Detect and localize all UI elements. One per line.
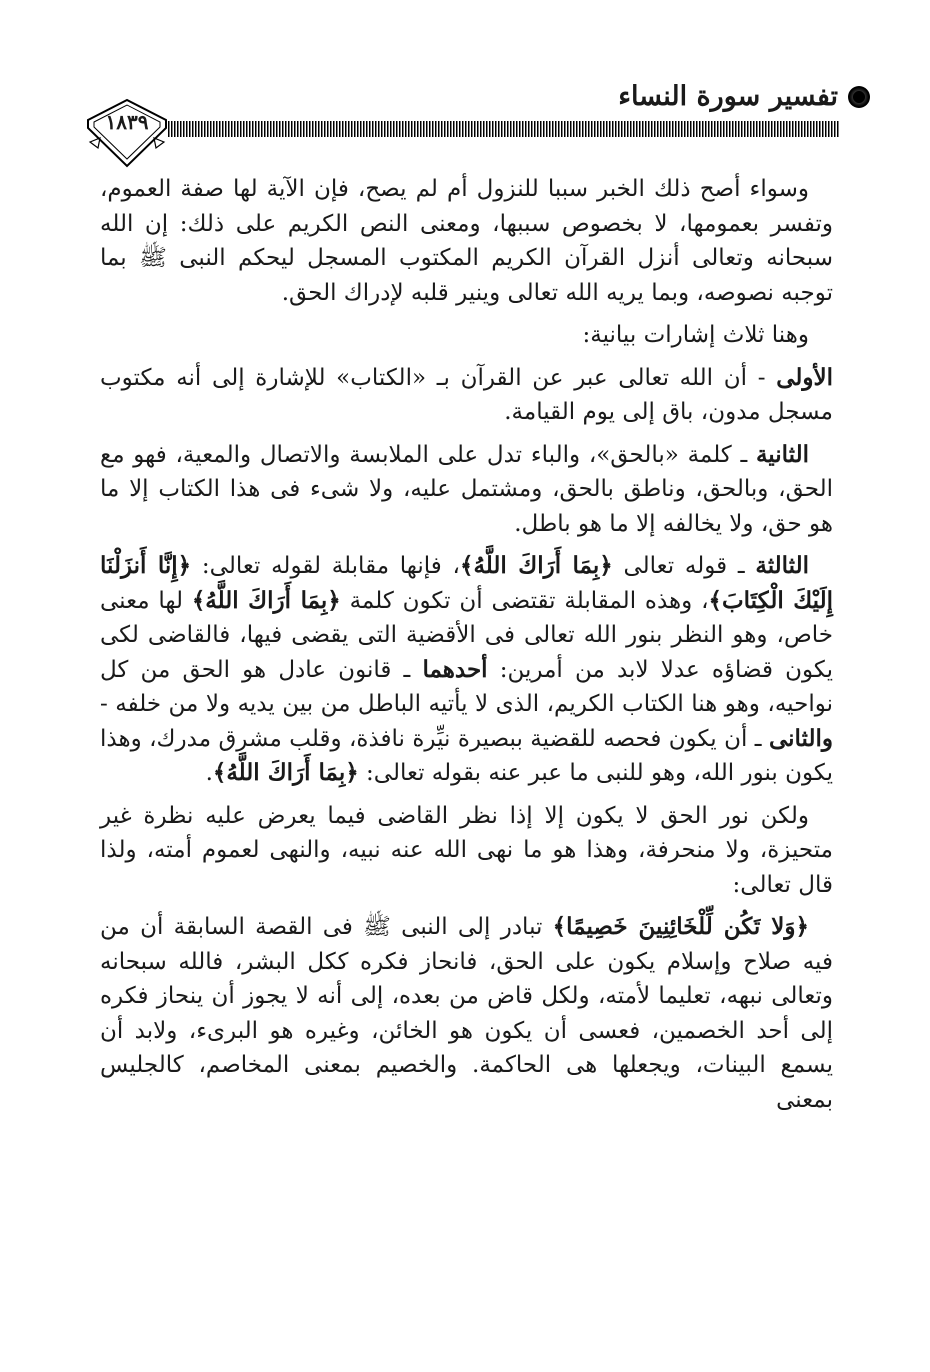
paragraph-text: ـ كلمة «بالحق»، والباء تدل على الملابسة والاتصال والمعية، فهو مع الحق، وبالحق، وناطق بالحق، ومشتمل عليه، ولا شىء فى هذا الكتاب إلا ما هو حق، ولا يخالفه إلا ما هو باطل. <box>100 441 833 537</box>
page-number: ١٨٣٩ <box>105 110 149 134</box>
point-heading: الثانية <box>755 440 809 468</box>
emphasis: والثانى <box>768 724 833 752</box>
paragraph-6 <box>100 799 833 903</box>
paragraph-second-point <box>100 438 833 542</box>
paragraph-text: ـ قوله تعالى <box>612 553 756 579</box>
header-rule <box>168 121 840 137</box>
paragraph-text: ـ قانون عادل هو الحق من كل نواحيه، وهو هنا الكتاب الكريم، الذى لا يأتيه الباطل من بين يديه ولا من خلفه - <box>100 656 833 717</box>
flower-ornament-icon <box>848 86 870 108</box>
paragraph-third-point <box>100 549 833 791</box>
quran-quote: ﴿بِمَا أَرَاكَ اللَّهُ﴾ <box>459 552 613 579</box>
paragraph-text: ولكن نور الحق لا يكون إلا إذا نظر القاضى فيما يعرض عليه نظرة غير متحيزة، ولا منحرفة، وهذا هو ما نهى الله عنه نبيه، والنهى لعموم أمته، ولذا قال تعالى: <box>100 802 833 898</box>
paragraph-text: لها معنى خاص، وهو النظر بنور الله تعالى فى الأقضية التى يقضى فيها، فالقاضى لكى يكون قضاؤه عدلا لابد من أمرين: <box>100 587 833 683</box>
paragraph-1 <box>100 172 833 310</box>
paragraph-text: - أن الله تعالى عبر عن القرآن بـ «الكتاب» للإشارة إلى أنه مكتوب مسجل مدون، باق إلى يوم القيامة. <box>100 364 833 425</box>
quran-quote: ﴿وَلا تَكُن لِّلْخَائِنِينَ خَصِيمًا﴾ <box>552 913 809 940</box>
quran-quote: ﴿بِمَا أَرَاكَ اللَّهُ﴾ <box>212 759 359 786</box>
running-title: تفسير سورة النساء <box>618 81 838 112</box>
paragraph-text: . <box>205 760 213 786</box>
paragraph-text: ، فإنها مقابلة لقوله تعالى: <box>191 553 460 579</box>
quran-quote: ﴿إِنَّا أَنزَلْنَا إِلَيْكَ الْكِتَابَ﴾ <box>100 552 833 614</box>
point-heading: الثالثة <box>755 552 809 579</box>
paragraph-7 <box>100 910 833 1117</box>
paragraph-text: ، وهذه المقابلة تقتضى أن تكون كلمة <box>340 587 709 614</box>
body-text <box>100 172 833 1117</box>
paragraph-first-point <box>100 361 833 430</box>
quran-quote: ﴿بِمَا أَرَاكَ اللَّهُ﴾ <box>191 586 341 614</box>
emphasis: أحدهما <box>422 655 488 683</box>
paragraph-2 <box>100 318 833 353</box>
paragraph-text: تبادر إلى النبى ﷺ فى القصة السابقة أن من فيه صلاح وإسلام يكون على الحق، فانحاز فكره ككل البشر، فالله سبحانه وتعالى نبهه، تعليما لأمته، ولكل قاض من بعده، إلى أنه لا يجوز أن ينحاز فكره إلى أحد الخصمين، فعسى أن يكون هو الخائن، وغيره هو البرىء، ولابد أن يسمع البينات، ويجعلها هى الحاكمة. والخصيم بمعنى المخاصم، كالجليس بمعنى <box>100 914 833 1113</box>
paragraph-text: وسواء أصح ذلك الخبر سببا للنزول أم لم يصح، فإن الآية لها صفة العموم، وتفسر بعمومها، لا بخصوص سببها، ومعنى النص الكريم على ذلك: إن الله سبحانه وتعالى أنزل القرآن الكريم المكتوب المسجل ليحكم النبى ﷺ بما توجبه نصوصه، وبما يريه الله تعالى وينير قلبه لإدراك الحق. <box>100 176 833 306</box>
point-heading: الأولى <box>776 363 833 391</box>
page-number-frame <box>86 98 168 168</box>
paragraph-text: ـ أن يكون فحصه للقضية ببصيرة نيِّرة نافذة، وقلب مشرق مدرك، وهذا يكون بنور الله، وهو للنبى ما عبر عنه بقوله تعالى: <box>100 725 833 786</box>
paragraph-text: وهنا ثلاث إشارات بيانية: <box>582 322 809 348</box>
